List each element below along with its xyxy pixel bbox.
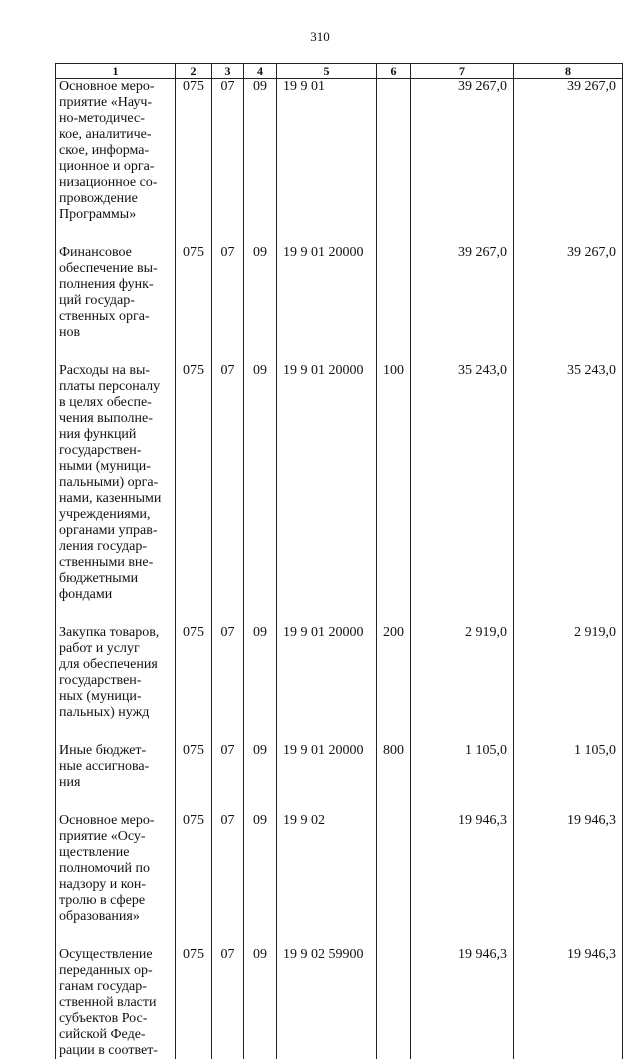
subsection-code-cell: 09	[244, 625, 277, 743]
row-name-line: Финансовое	[59, 245, 174, 261]
row-name-line: Закупка товаров,	[59, 625, 174, 641]
table-row	[56, 625, 623, 743]
amount-cell: 39 267,0	[411, 79, 514, 246]
row-name-line: ществление	[59, 845, 174, 861]
target-article-cell: 19 9 01 20000	[277, 743, 377, 813]
section-code-cell: 07	[212, 743, 244, 813]
row-name-line: Осуществление	[59, 947, 174, 963]
row-name-line: ственными вне-	[59, 555, 174, 571]
admin-code-cell: 075	[176, 79, 212, 246]
row-name-line: в целях обеспе-	[59, 395, 174, 411]
row-name-line: чения выполне-	[59, 411, 174, 427]
row-name-cell	[56, 363, 176, 625]
row-name-line: ственных орга-	[59, 309, 174, 325]
admin-code-cell: 075	[176, 245, 212, 363]
target-article-cell: 19 9 02 59900	[277, 947, 377, 1059]
expense-type-cell: 200	[377, 625, 411, 743]
row-name-line: полномочий по	[59, 861, 174, 877]
row-name-line: государствен-	[59, 443, 174, 459]
subsection-code-cell: 09	[244, 743, 277, 813]
table-body	[56, 79, 623, 1059]
row-name-line: ций государ-	[59, 293, 174, 309]
row-name-line: кое, аналитиче-	[59, 127, 174, 143]
amount-cell: 39 267,0	[514, 79, 623, 246]
amount-cell: 19 946,3	[411, 813, 514, 947]
expense-type-cell: 800	[377, 743, 411, 813]
row-name-cell	[56, 813, 176, 947]
amount-cell: 2 919,0	[411, 625, 514, 743]
row-name-cell	[56, 947, 176, 1059]
expense-type-cell	[377, 947, 411, 1059]
row-name-line: нов	[59, 325, 174, 341]
row-name-line: государствен-	[59, 673, 174, 689]
row-name-line: фондами	[59, 587, 174, 603]
admin-code-cell: 075	[176, 625, 212, 743]
row-name-line: пальными) орга-	[59, 475, 174, 491]
row-name-line: ганам государ-	[59, 979, 174, 995]
column-header: 3	[212, 64, 244, 79]
section-code-cell: 07	[212, 625, 244, 743]
row-name-line: ных (муници-	[59, 689, 174, 705]
row-name-line: учреждениями,	[59, 507, 174, 523]
row-name-line: приятие «Осу-	[59, 829, 174, 845]
row-name-line: но-методичес-	[59, 111, 174, 127]
column-header: 2	[176, 64, 212, 79]
column-header: 7	[411, 64, 514, 79]
row-name-line: ционное и орга-	[59, 159, 174, 175]
row-name-line: переданных ор-	[59, 963, 174, 979]
column-header: 4	[244, 64, 277, 79]
subsection-code-cell: 09	[244, 813, 277, 947]
column-header: 8	[514, 64, 623, 79]
page-number: 310	[0, 29, 640, 45]
row-name-line: органами управ-	[59, 523, 174, 539]
column-header: 1	[56, 64, 176, 79]
row-name-cell	[56, 743, 176, 813]
row-name-line: платы персоналу	[59, 379, 174, 395]
section-code-cell: 07	[212, 947, 244, 1059]
subsection-code-cell: 09	[244, 245, 277, 363]
row-name-line: ния	[59, 775, 174, 791]
admin-code-cell: 075	[176, 363, 212, 625]
table-row	[56, 79, 623, 246]
header-row	[56, 64, 623, 79]
target-article-cell: 19 9 01 20000	[277, 625, 377, 743]
row-name-line: ния функций	[59, 427, 174, 443]
row-name-line: ные ассигнова-	[59, 759, 174, 775]
row-name-line: сийской Феде-	[59, 1027, 174, 1043]
row-name-line: провождение	[59, 191, 174, 207]
target-article-cell: 19 9 01 20000	[277, 245, 377, 363]
row-name-line: для обеспечения	[59, 657, 174, 673]
amount-cell: 35 243,0	[411, 363, 514, 625]
subsection-code-cell: 09	[244, 947, 277, 1059]
table-row	[56, 743, 623, 813]
table-row	[56, 947, 623, 1059]
amount-cell: 1 105,0	[514, 743, 623, 813]
row-name-cell	[56, 79, 176, 246]
row-name-line: низационное со-	[59, 175, 174, 191]
amount-cell: 19 946,3	[514, 947, 623, 1059]
row-name-line: бюджетными	[59, 571, 174, 587]
row-name-line: ления государ-	[59, 539, 174, 555]
amount-cell: 19 946,3	[514, 813, 623, 947]
row-name-cell	[56, 625, 176, 743]
row-name-line: образования»	[59, 909, 174, 925]
row-name-line: ными (муници-	[59, 459, 174, 475]
row-name-line: Основное меро-	[59, 79, 174, 95]
table-row	[56, 245, 623, 363]
target-article-cell: 19 9 02	[277, 813, 377, 947]
column-header: 6	[377, 64, 411, 79]
expense-type-cell	[377, 813, 411, 947]
row-name-cell	[56, 245, 176, 363]
expense-type-cell	[377, 245, 411, 363]
row-name-line: Основное меро-	[59, 813, 174, 829]
section-code-cell: 07	[212, 245, 244, 363]
subsection-code-cell: 09	[244, 79, 277, 246]
column-header: 5	[277, 64, 377, 79]
row-name-line: пальных) нужд	[59, 705, 174, 721]
table-row	[56, 363, 623, 625]
target-article-cell: 19 9 01 20000	[277, 363, 377, 625]
row-name-line: субъектов Рос-	[59, 1011, 174, 1027]
amount-cell: 1 105,0	[411, 743, 514, 813]
row-name-line: нами, казенными	[59, 491, 174, 507]
expense-type-cell	[377, 79, 411, 246]
amount-cell: 39 267,0	[514, 245, 623, 363]
section-code-cell: 07	[212, 79, 244, 246]
row-name-line: тролю в сфере	[59, 893, 174, 909]
row-name-line: приятие «Науч-	[59, 95, 174, 111]
section-code-cell: 07	[212, 363, 244, 625]
amount-cell: 2 919,0	[514, 625, 623, 743]
amount-cell: 39 267,0	[411, 245, 514, 363]
amount-cell: 35 243,0	[514, 363, 623, 625]
row-name-line: обеспечение вы-	[59, 261, 174, 277]
row-name-line: Программы»	[59, 207, 174, 223]
budget-table	[55, 63, 623, 1059]
table-row	[56, 813, 623, 947]
row-name-line: Иные бюджет-	[59, 743, 174, 759]
section-code-cell: 07	[212, 813, 244, 947]
amount-cell: 19 946,3	[411, 947, 514, 1059]
admin-code-cell: 075	[176, 743, 212, 813]
row-name-line: полнения функ-	[59, 277, 174, 293]
subsection-code-cell: 09	[244, 363, 277, 625]
admin-code-cell: 075	[176, 813, 212, 947]
row-name-line: работ и услуг	[59, 641, 174, 657]
row-name-line: ственной власти	[59, 995, 174, 1011]
expense-type-cell: 100	[377, 363, 411, 625]
row-name-line: рации в соответ-	[59, 1043, 174, 1059]
row-name-line: надзору и кон-	[59, 877, 174, 893]
target-article-cell: 19 9 01	[277, 79, 377, 246]
row-name-line: Расходы на вы-	[59, 363, 174, 379]
row-name-line: ское, информа-	[59, 143, 174, 159]
admin-code-cell: 075	[176, 947, 212, 1059]
